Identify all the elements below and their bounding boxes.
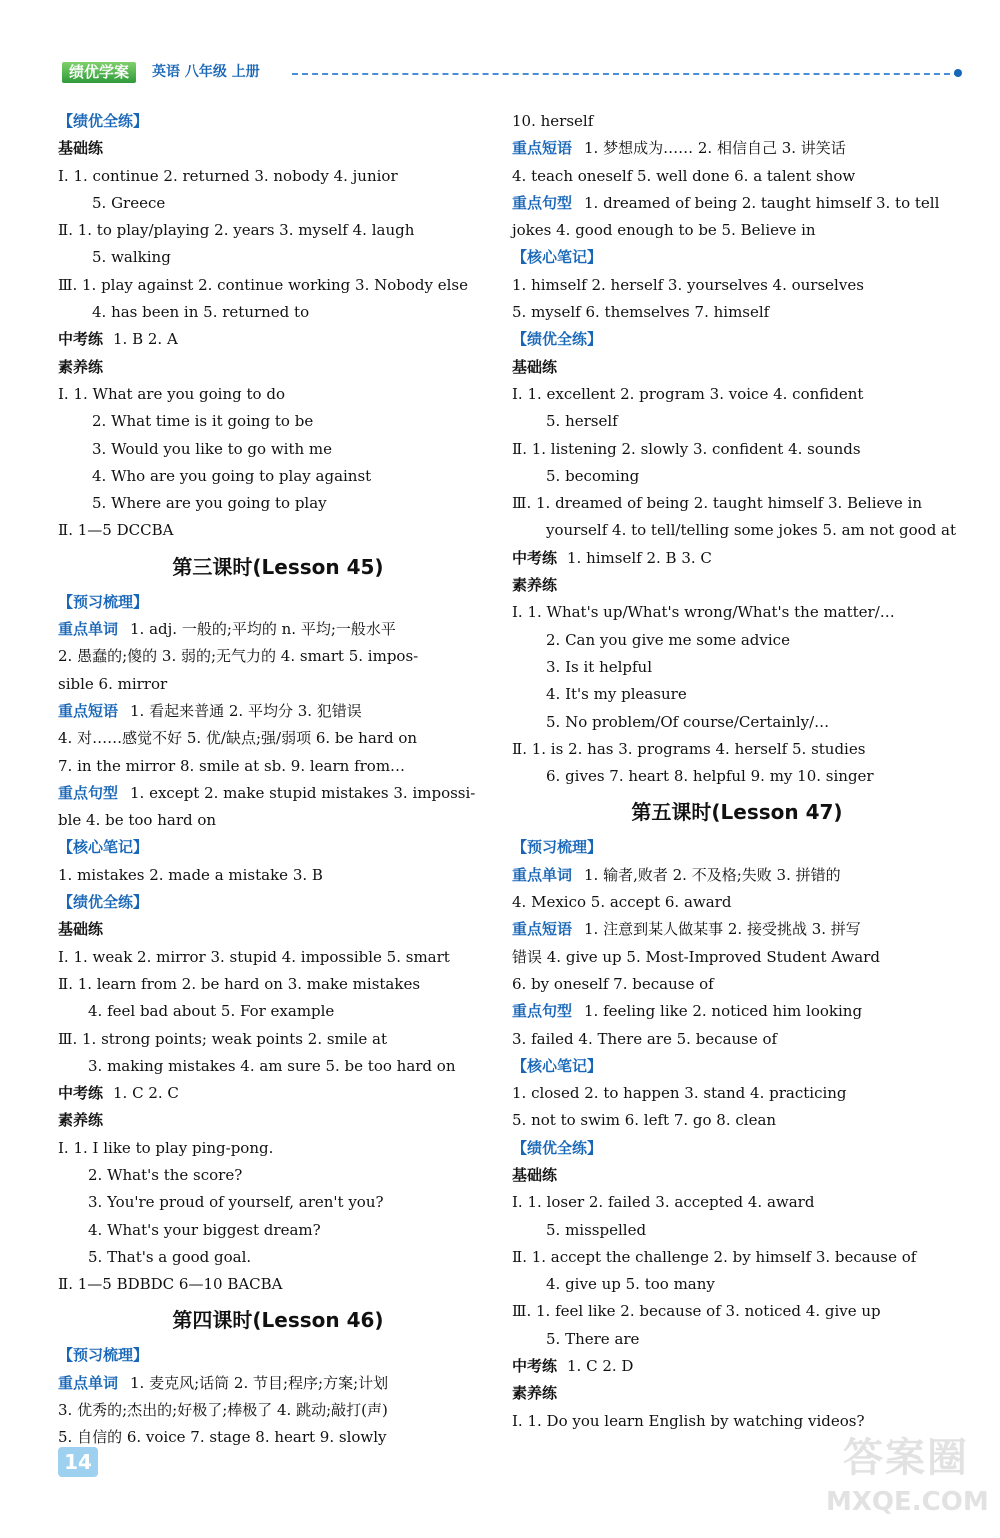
answer-line [58, 1080, 498, 1107]
answer-line: 5. herself [546, 412, 618, 431]
answer-line: 5. Where are you going to play [92, 494, 327, 513]
answer-line: 4. Who are you going to play against [92, 466, 372, 485]
answer-text: 1. 看起来普通 2. 平均分 3. 犯错误 [130, 701, 362, 720]
watermark-bottom: MXQE.COM [826, 1487, 989, 1517]
answer-line: Ⅰ. 1. What's up/What's wrong/What's the matter/… [512, 603, 895, 622]
answer-line [512, 545, 962, 572]
answer-line: 2. 愚蠢的;傻的 3. 弱的;无气力的 4. smart 5. impos- [58, 647, 419, 666]
exam-practice-label: 中考练 [512, 1357, 558, 1376]
answer-line: 5. myself 6. themselves 7. himself [512, 303, 770, 322]
key-words-label: 重点单词 [58, 1373, 119, 1392]
answer-line [512, 190, 962, 217]
answer-line: Ⅱ. 1. to play/playing 2. years 3. myself 4. laugh [58, 221, 415, 240]
brand-logo: 绩优学案 [62, 62, 136, 83]
answer-line: Ⅱ. 1. learn from 2. be hard on 3. make mistakes [58, 974, 421, 993]
section-heading: 【绩优全练】 [512, 1138, 603, 1157]
exam-practice-label: 中考练 [512, 548, 558, 567]
answer-line: ble 4. be too hard on [58, 811, 217, 830]
answer-line: 2. What's the score? [88, 1165, 243, 1184]
answer-line: 4. feel bad about 5. For example [88, 1002, 335, 1021]
answer-text: 1. C 2. C [113, 1084, 179, 1103]
answer-line: Ⅰ. 1. I like to play ping-pong. [58, 1138, 274, 1157]
answer-text: 1. 梦想成为…… 2. 相信自己 3. 讲笑话 [584, 139, 846, 158]
answer-line: 5. Greece [92, 193, 166, 212]
lesson-title: 第五课时(Lesson 47) [631, 800, 843, 825]
answer-text: 1. C 2. D [567, 1357, 634, 1376]
key-sentences-label: 重点句型 [512, 1002, 573, 1021]
key-sentences-label: 重点句型 [512, 193, 573, 212]
section-heading: 【预习梳理】 [58, 1346, 149, 1365]
watermark-logo [826, 1430, 989, 1530]
exam-practice-label: 中考练 [58, 1084, 104, 1103]
answer-line: 1. himself 2. herself 3. yourselves 4. ourselves [512, 275, 864, 294]
section-heading: 【核心笔记】 [512, 1056, 603, 1075]
answer-line: Ⅲ. 1. play against 2. continue working 3. Nobody else [58, 275, 468, 294]
answer-text: 1. himself 2. B 3. C [567, 548, 712, 567]
answer-text: 1. 麦克风;话筒 2. 节目;程序;方案;计划 [130, 1373, 389, 1392]
subsection-heading: 基础练 [58, 920, 104, 939]
answer-line: 6. gives 7. heart 8. helpful 9. my 10. singer [546, 767, 874, 786]
section-heading: 【核心笔记】 [512, 248, 603, 267]
header-dashed-line [292, 73, 960, 75]
exam-practice-label: 中考练 [58, 330, 104, 349]
answer-line [512, 1353, 962, 1380]
answer-line: Ⅰ. 1. Do you learn English by watching videos? [512, 1411, 865, 1430]
watermark-top: 答案圈 [843, 1435, 969, 1481]
key-phrases-label: 重点短语 [512, 139, 573, 158]
answer-line: 1. closed 2. to happen 3. stand 4. practicing [512, 1084, 847, 1103]
key-sentences-label: 重点句型 [58, 783, 119, 802]
answer-text: 1. feeling like 2. noticed him looking [584, 1002, 863, 1021]
answer-line: 4. 对……感觉不好 5. 优/缺点;强/弱项 6. be hard on [58, 729, 418, 748]
answer-line [512, 916, 962, 943]
answer-line: Ⅱ. 1. accept the challenge 2. by himself 3. because of [512, 1247, 917, 1266]
answer-line: 3. making mistakes 4. am sure 5. be too hard on [88, 1056, 456, 1075]
answer-line: Ⅲ. 1. feel like 2. because of 3. noticed 4. give up [512, 1302, 881, 1321]
answer-line [512, 862, 962, 889]
answer-line: 3. You're proud of yourself, aren't you? [88, 1193, 384, 1212]
answer-line: 4. Mexico 5. accept 6. award [512, 893, 732, 912]
answer-line: Ⅰ. 1. continue 2. returned 3. nobody 4. junior [58, 166, 398, 185]
subsection-heading: 素养练 [58, 1111, 104, 1130]
answer-line: 4. What's your biggest dream? [88, 1220, 321, 1239]
answer-line: 10. herself [512, 112, 594, 130]
key-phrases-label: 重点短语 [512, 920, 573, 939]
answer-line: 5. There are [546, 1329, 640, 1348]
subsection-heading: 素养练 [58, 357, 104, 376]
answer-line: 5. That's a good goal. [88, 1247, 252, 1266]
answer-text: 1. adj. 一般的;平均的 n. 平均;一般水平 [130, 620, 396, 639]
answer-text: 1. 输者,败者 2. 不及格;失败 3. 拼错的 [584, 865, 841, 884]
right-column [512, 108, 962, 1435]
page-header [60, 60, 960, 86]
lesson-title: 第四课时(Lesson 46) [172, 1308, 384, 1333]
answer-line: 1. mistakes 2. made a mistake 3. B [58, 865, 323, 884]
answer-line: yourself 4. to tell/telling some jokes 5. am not good at [546, 521, 957, 540]
answer-line: Ⅱ. 1—5 DCCBA [58, 521, 174, 540]
answer-line: Ⅰ. 1. weak 2. mirror 3. stupid 4. impossible 5. smart [58, 947, 450, 966]
section-heading: 【预习梳理】 [58, 592, 149, 611]
answer-line: 错误 4. give up 5. Most-Improved Student Award [512, 947, 880, 966]
answer-line: 6. by oneself 7. because of [512, 974, 714, 993]
answer-line [58, 1370, 498, 1397]
answer-line: Ⅰ. 1. loser 2. failed 3. accepted 4. award [512, 1193, 815, 1212]
answer-line: Ⅰ. 1. excellent 2. program 3. voice 4. confident [512, 384, 864, 403]
subsection-heading: 素养练 [512, 576, 558, 595]
page-number: 14 [58, 1447, 98, 1477]
section-heading: 【绩优全练】 [58, 112, 149, 130]
subsection-heading: 基础练 [512, 357, 558, 376]
answer-line [58, 616, 498, 643]
answer-line: 4. teach oneself 5. well done 6. a talent show [512, 166, 856, 185]
answer-line: 5. becoming [546, 466, 640, 485]
subsection-heading: 基础练 [58, 139, 104, 158]
left-column [58, 108, 498, 1452]
header-subtitle: 英语 八年级 上册 [152, 64, 260, 80]
answer-line: 4. It's my pleasure [546, 685, 687, 704]
answer-line: Ⅱ. 1—5 BDBDC 6—10 BACBA [58, 1275, 283, 1294]
answer-line [512, 998, 962, 1025]
answer-line: 3. Is it helpful [546, 657, 653, 676]
answer-line: Ⅰ. 1. What are you going to do [58, 384, 285, 403]
answer-line: jokes 4. good enough to be 5. Believe in [512, 221, 816, 240]
answer-line: Ⅱ. 1. listening 2. slowly 3. confident 4. sounds [512, 439, 861, 458]
answer-line: 5. walking [92, 248, 171, 267]
answer-line: 5. No problem/Of course/Certainly/… [546, 712, 830, 731]
answer-line: 2. Can you give me some advice [546, 630, 790, 649]
key-words-label: 重点单词 [512, 865, 573, 884]
answer-line: 5. not to swim 6. left 7. go 8. clean [512, 1111, 777, 1130]
answer-line: 4. give up 5. too many [546, 1275, 715, 1294]
answer-line: 4. has been in 5. returned to [92, 303, 310, 322]
answer-line: 5. misspelled [546, 1220, 647, 1239]
section-heading: 【核心笔记】 [58, 838, 149, 857]
subsection-heading: 素养练 [512, 1384, 558, 1403]
answer-line: Ⅲ. 1. dreamed of being 2. taught himself 3. Believe in [512, 494, 922, 513]
answer-line [58, 780, 498, 807]
key-phrases-label: 重点短语 [58, 701, 119, 720]
section-heading: 【预习梳理】 [512, 838, 603, 857]
answer-line: Ⅱ. 1. is 2. has 3. programs 4. herself 5. studies [512, 739, 866, 758]
answer-text: 1. dreamed of being 2. taught himself 3. to tell [584, 193, 940, 212]
answer-line [58, 698, 498, 725]
lesson-title: 第三课时(Lesson 45) [172, 554, 384, 579]
answer-line: 2. What time is it going to be [92, 412, 314, 431]
header-dot-icon [954, 69, 962, 77]
subsection-heading: 基础练 [512, 1165, 558, 1184]
answer-text: 1. 注意到某人做某事 2. 接受挑战 3. 拼写 [584, 920, 861, 939]
answer-text: 1. B 2. A [113, 330, 178, 349]
answer-line: Ⅲ. 1. strong points; weak points 2. smile at [58, 1029, 387, 1048]
answer-line: 3. Would you like to go with me [92, 439, 333, 458]
answer-line: sible 6. mirror [58, 674, 168, 693]
answer-line [58, 326, 498, 353]
answer-text: 1. except 2. make stupid mistakes 3. impossi- [130, 783, 476, 802]
answer-line [512, 135, 962, 162]
answer-line: 7. in the mirror 8. smile at sb. 9. learn from… [58, 756, 406, 775]
answer-line: 3. 优秀的;杰出的;好极了;棒极了 4. 跳动;敲打(声) [58, 1401, 388, 1420]
section-heading: 【绩优全练】 [58, 893, 149, 912]
section-heading: 【绩优全练】 [512, 330, 603, 349]
answer-line: 5. 自信的 6. voice 7. stage 8. heart 9. slowly [58, 1428, 387, 1447]
key-words-label: 重点单词 [58, 620, 119, 639]
answer-line: 3. failed 4. There are 5. because of [512, 1029, 778, 1048]
